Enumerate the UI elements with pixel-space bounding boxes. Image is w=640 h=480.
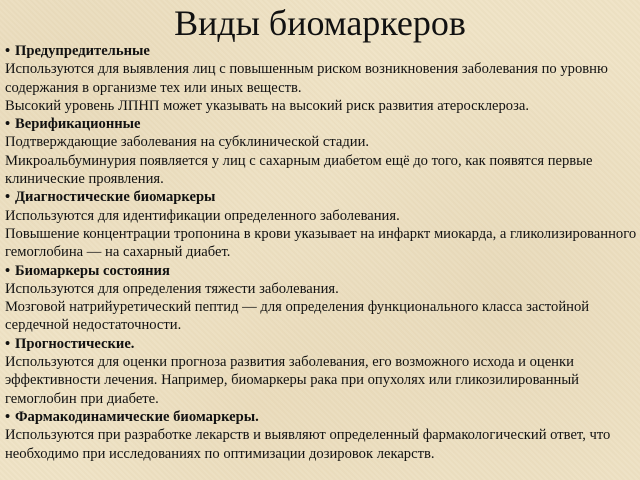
section-heading-text: Предупредительные <box>15 43 150 59</box>
bullet-marker: • <box>5 43 11 59</box>
section-verification <box>5 115 637 188</box>
section-heading <box>5 262 637 280</box>
section-paragraph: Микроальбуминурия появляется у лиц с сахарным диабетом ещё до того, как появятся первые клинические проявления. <box>5 152 593 188</box>
bullet-marker: • <box>5 189 11 206</box>
section-state <box>5 262 637 335</box>
section-heading <box>5 188 637 206</box>
section-heading-text: Диагностические биомаркеры <box>15 189 216 206</box>
section-paragraph: Используются при разработке лекарств и выявляют определенный фармакологический ответ, что необходимо при исследованиях по оптимизации дозировок лекарств. <box>5 427 611 462</box>
bullet-marker: • <box>5 116 11 133</box>
slide-title: Виды биомаркеров <box>174 3 466 43</box>
section-heading <box>5 335 637 353</box>
section-preventive <box>5 42 637 115</box>
section-paragraph: Используются для идентификации определенного заболевания. <box>5 207 400 224</box>
section-paragraph: Используются для выявления лиц с повышенным риском возникновения заболевания по уровню содержания в организме тех или иных веществ. <box>5 61 608 96</box>
section-paragraph: Высокий уровень ЛПНП может указывать на высокий риск развития атеросклероза. <box>5 97 529 114</box>
section-diagnostic <box>5 188 637 261</box>
section-paragraph: Используются для определения тяжести заболевания. <box>5 280 339 297</box>
slide-content <box>5 42 637 463</box>
section-heading-text: Верификационные <box>15 116 141 133</box>
bullet-marker: • <box>5 335 11 352</box>
section-heading-text: Фармакодинамические биомаркеры. <box>15 408 259 425</box>
bullet-marker: • <box>5 262 11 279</box>
section-paragraph: Повышение концентрации тропонина в крови указывает на инфаркт миокарда, а гликолизированного гемоглобина — на сахарный диабет. <box>5 225 637 261</box>
section-heading-text: Прогностические. <box>15 335 135 352</box>
section-pharmacodynamic <box>5 408 637 463</box>
section-prognostic <box>5 335 637 408</box>
section-heading <box>5 42 637 60</box>
section-paragraph: Подтверждающие заболевания на субклинической стадии. <box>5 134 370 151</box>
section-paragraph: Мозговой натрийуретический пептид — для определения функционального класса застойной сердечной недостаточности. <box>5 299 590 334</box>
section-heading <box>5 115 637 133</box>
section-heading <box>5 408 637 426</box>
section-paragraph: Используются для оценки прогноза развития заболевания, его возможного исхода и оценки эффективности лечения. Например, биомаркеры рака при опухолях или гликозилированный гемоглобин при диабете. <box>5 354 579 407</box>
section-heading-text: Биомаркеры состояния <box>15 262 170 279</box>
bullet-marker: • <box>5 408 11 425</box>
